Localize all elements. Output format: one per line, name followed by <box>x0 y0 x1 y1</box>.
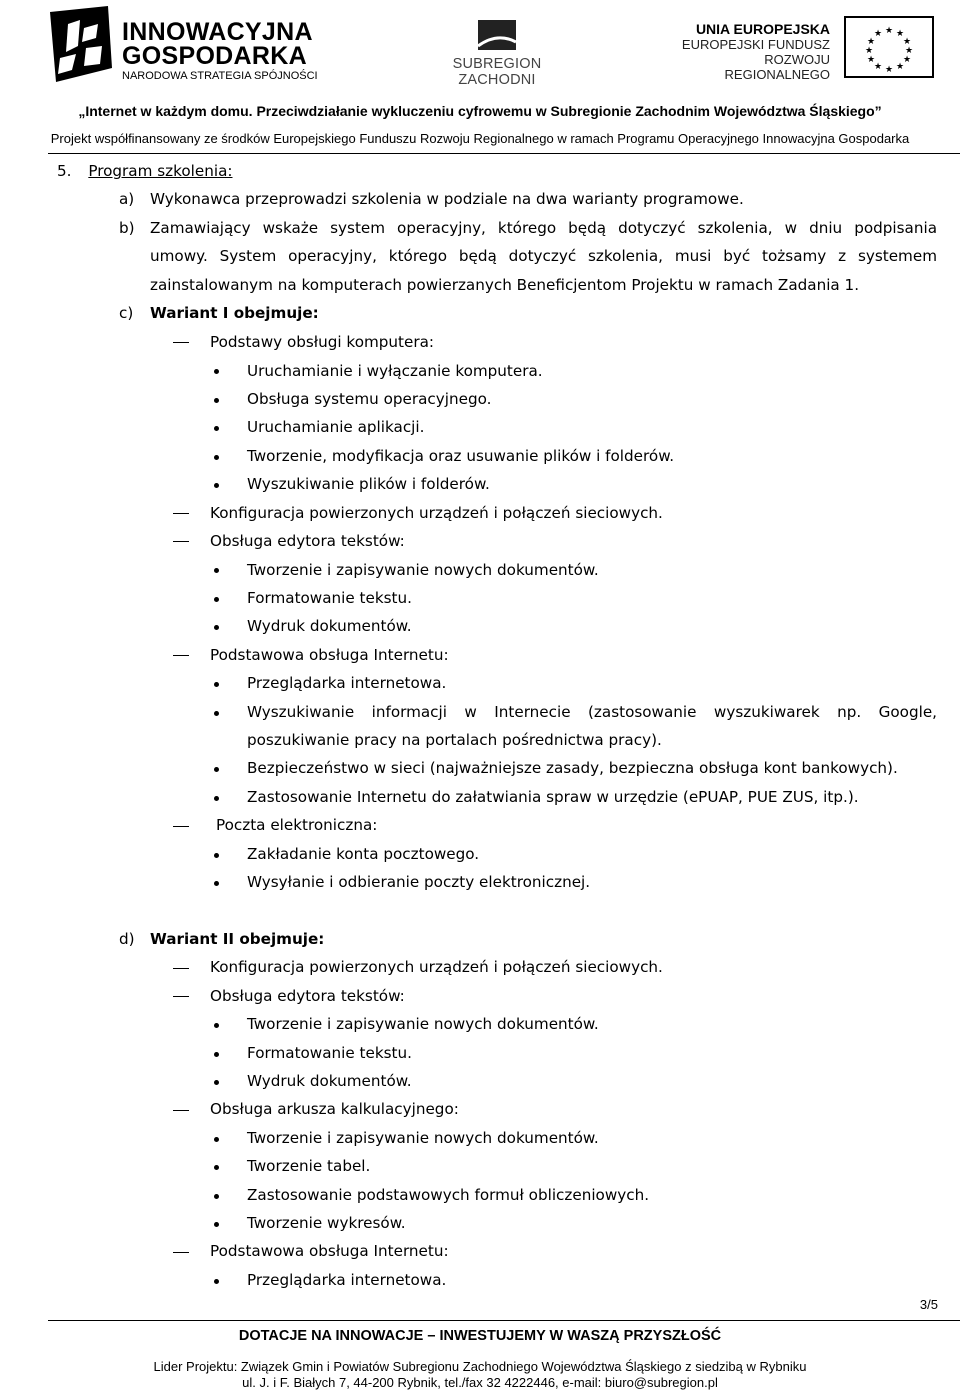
bullet-marker <box>214 625 219 630</box>
item-b-line2: umowy. System operacyjny, którego będą dotyczyć szkolenia, musi być tożsamy z systemem <box>150 247 937 265</box>
header-divider <box>48 153 960 154</box>
flag-logo-icon <box>50 6 116 86</box>
eu-logo <box>660 8 940 88</box>
bullet-marker <box>214 398 219 403</box>
list-item: Zakładanie konta pocztowego. <box>247 845 480 863</box>
bullet-marker <box>214 455 219 460</box>
variant-1-group-title: Konfiguracja powierzonych urządzeń i połączeń sieciowych. <box>210 504 663 522</box>
list-item: Przeglądarka internetowa. <box>247 674 447 692</box>
list-item: Tworzenie tabel. <box>247 1157 371 1175</box>
subregion-logo-text: SUBREGION ZACHODNI <box>452 56 542 88</box>
bullet-marker <box>214 1080 219 1085</box>
list-item: Tworzenie i zapisywanie nowych dokumentów. <box>247 1015 599 1033</box>
bullet-marker <box>214 568 219 573</box>
project-subtitle: Projekt współfinansowany ze środków Europejskiego Funduszu Rozwoju Regionalnego w ramach Programu Operacyjnego Innowacyjna Gospodarka <box>50 131 910 146</box>
variant-1-group-title: Poczta elektroniczna: <box>216 816 378 834</box>
bullet-marker <box>214 853 219 858</box>
footer-line2: ul. J. i F. Białych 7, 44-200 Rybnik, tel./fax 32 4222446, e-mail: biuro@subregion.pl <box>242 1375 718 1390</box>
list-item: Wydruk dokumentów. <box>247 1072 412 1090</box>
bullet-marker <box>214 682 219 687</box>
section-heading <box>57 161 233 181</box>
bullet-marker <box>214 1279 219 1284</box>
variant-1-title: Wariant I obejmuje: <box>150 304 319 322</box>
list-item: Zastosowanie podstawowych formuł obliczeniowych. <box>247 1186 650 1204</box>
list-item-continuation: poszukiwanie pracy na portalach pośrednictwa pracy). <box>247 731 662 749</box>
bullet-marker <box>214 1052 219 1057</box>
variant-2-group-title: Podstawowa obsługa Internetu: <box>210 1242 449 1260</box>
bullet-marker <box>214 881 219 886</box>
list-item: Obsługa systemu operacyjnego. <box>247 390 492 408</box>
page-number: 3/5 <box>919 1297 938 1312</box>
list-item: Tworzenie wykresów. <box>247 1214 406 1232</box>
section-title: Program szkolenia: <box>88 162 233 180</box>
list-item: Bezpieczeństwo w sieci (najważniejsze zasady, bezpieczna obsługa kont bankowych). <box>247 759 898 777</box>
dash-marker <box>173 655 189 656</box>
bullet-marker <box>214 1222 219 1227</box>
list-item: Formatowanie tekstu. <box>247 589 412 607</box>
bullet-marker <box>214 597 219 602</box>
list-item: Tworzenie i zapisywanie nowych dokumentów. <box>247 1129 599 1147</box>
list-item: Tworzenie, modyfikacja oraz usuwanie plików i folderów. <box>247 447 675 465</box>
dash-marker <box>173 1252 189 1253</box>
svg-text:★: ★ <box>902 37 912 47</box>
item-b-line1: Zamawiający wskaże system operacyjny, którego będą dotyczyć szkolenia, w dniu podpisania <box>150 219 937 237</box>
variant-2-group-title: Konfiguracja powierzonych urządzeń i połączeń sieciowych. <box>210 958 663 976</box>
bullet-marker <box>214 1137 219 1142</box>
eu-logo-line1: UNIA EUROPEJSKA <box>695 21 830 37</box>
bullet-marker <box>214 711 219 716</box>
item-b-line3: zainstalowanym na komputerach powierzanych Beneficjentom Projektu w ramach Zadania 1. <box>150 276 860 294</box>
innowacyjna-gospodarka-logo <box>50 6 330 86</box>
svg-text:★: ★ <box>864 46 874 56</box>
subregion-logo <box>414 20 580 88</box>
list-item: Zastosowanie Internetu do załatwiania spraw w urzędzie (ePUAP, PUE ZUS, itp.). <box>247 788 859 806</box>
svg-text:★: ★ <box>884 26 894 36</box>
project-title: „Internet w każdym domu. Przeciwdziałanie wykluczeniu cyfrowemu w Subregionie Zachodnim Województwa Śląskiego” <box>78 103 882 119</box>
bullet-marker <box>214 796 219 801</box>
bullet-marker <box>214 1194 219 1199</box>
variant-1-group-title: Podstawowa obsługa Internetu: <box>210 646 449 664</box>
item-a <box>119 189 744 209</box>
logo-ig-line2: GOSPODARKA <box>122 42 307 70</box>
dash-marker <box>173 826 189 827</box>
list-item: Formatowanie tekstu. <box>247 1044 412 1062</box>
dash-marker <box>173 1110 189 1111</box>
dash-marker <box>173 513 189 514</box>
item-a-text: Wykonawca przeprowadzi szkolenia w podziale na dwa warianty programowe. <box>150 190 744 208</box>
variant-1-group-title: Podstawy obsługi komputera: <box>210 333 435 351</box>
logo-ig-line3: NARODOWA STRATEGIA SPÓJNOŚCI <box>122 70 318 82</box>
bullet-marker <box>214 767 219 772</box>
list-item: Tworzenie i zapisywanie nowych dokumentów. <box>247 561 599 579</box>
eu-logo-line3: ROZWOJU REGIONALNEGO <box>724 52 830 82</box>
variant-1-group-title: Obsługa edytora tekstów: <box>210 532 405 550</box>
svg-text:★: ★ <box>866 37 876 47</box>
svg-text:★: ★ <box>884 65 894 75</box>
list-item: Wyszukiwanie informacji w Internecie (zastosowanie wyszukiwarek np. Google, <box>247 703 937 721</box>
list-item: Wysyłanie i odbieranie poczty elektronicznej. <box>247 873 591 891</box>
list-item: Wyszukiwanie plików i folderów. <box>247 475 490 493</box>
list-item: Uruchamianie i wyłączanie komputera. <box>247 362 543 380</box>
bullet-marker <box>214 1023 219 1028</box>
list-item: Wydruk dokumentów. <box>247 617 412 635</box>
list-item: Przeglądarka internetowa. <box>247 1271 447 1289</box>
section-number: 5. <box>57 162 72 180</box>
item-b-label: b) <box>119 219 135 237</box>
item-d-label: d) <box>119 930 135 948</box>
eu-logo-line2: EUROPEJSKI FUNDUSZ <box>681 37 830 52</box>
dash-marker <box>173 541 189 542</box>
logo-ig-line1: INNOWACYJNA <box>122 18 313 46</box>
svg-text:★: ★ <box>904 46 914 56</box>
dash-marker <box>173 342 189 343</box>
eu-flag-icon <box>844 16 934 78</box>
footer-title: DOTACJE NA INNOWACJE – INWESTUJEMY W WASZĄ PRZYSZŁOŚĆ <box>238 1328 722 1344</box>
list-item: Uruchamianie aplikacji. <box>247 418 425 436</box>
page-header <box>0 0 960 150</box>
svg-text:★: ★ <box>895 62 905 72</box>
svg-text:★: ★ <box>873 62 883 72</box>
footer-divider <box>48 1320 960 1321</box>
svg-text:★: ★ <box>895 29 905 39</box>
item-c-label: c) <box>119 304 134 322</box>
bullet-marker <box>214 1165 219 1170</box>
dash-marker <box>173 968 189 969</box>
subregion-mark-icon <box>414 20 580 54</box>
svg-text:★: ★ <box>902 55 912 65</box>
item-a-label: a) <box>119 190 135 208</box>
bullet-marker <box>214 483 219 488</box>
eu-logo-text <box>660 22 830 82</box>
variant-2-title: Wariant II obejmuje: <box>150 930 325 948</box>
bullet-marker <box>214 369 219 374</box>
svg-text:★: ★ <box>873 29 883 39</box>
variant-2-group-title: Obsługa arkusza kalkulacyjnego: <box>210 1100 459 1118</box>
bullet-marker <box>214 426 219 431</box>
svg-text:★: ★ <box>866 55 876 65</box>
dash-marker <box>173 996 189 997</box>
footer-line1: Lider Projektu: Związek Gmin i Powiatów Subregionu Zachodniego Województwa Śląskiego z siedzibą w Rybniku <box>153 1359 807 1374</box>
variant-2-group-title: Obsługa edytora tekstów: <box>210 987 405 1005</box>
